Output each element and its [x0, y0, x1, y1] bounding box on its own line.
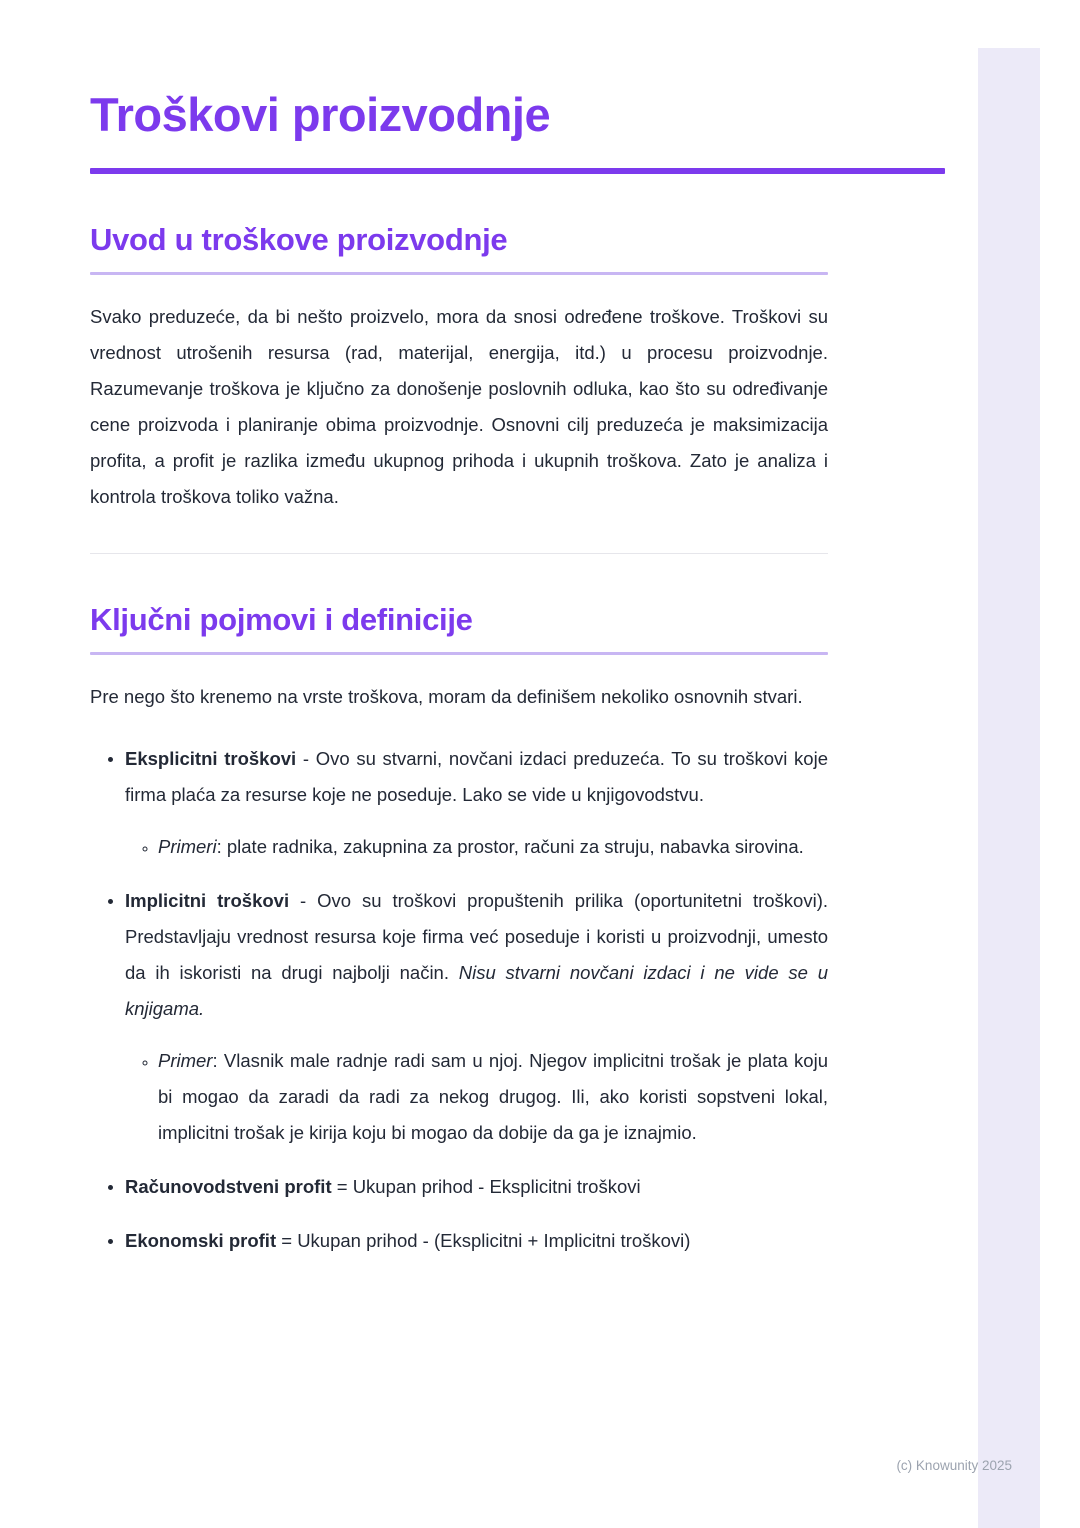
heading-underline-rule [90, 272, 828, 275]
definition-implicit-costs-italic: Nisu stvarni novčani izdaci i ne vide se u knjigama. [125, 962, 828, 1020]
example-text: : Vlasnik male radnje radi sam u njoj. Njegov implicitni trošak je plata koju bi mogao da zaradi da radi za nekog drugog. Ili, ako koristi sopstveni lokal, implicitni trošak je kirija koju bi mogao da dobije da ga je iznajmio. [158, 1050, 828, 1144]
title-underline-rule [90, 168, 945, 174]
explicit-costs-examples [125, 829, 828, 865]
list-item-explicit-costs [125, 741, 828, 865]
definition-implicit-costs: - Ovo su troškovi propuštenih prilika (oportunitetni troškovi). Predstavljaju vrednost resursa koje firma već poseduje i koristi u proizvodnji, umesto da ih iskoristi na drugi najbolji način. [125, 890, 828, 984]
section-heading-intro: Uvod u troškove proizvodnje [90, 222, 508, 258]
list-item-accounting-profit [125, 1169, 828, 1205]
formula-accounting-profit: = Ukupan prihod - Eksplicitni troškovi [331, 1176, 641, 1198]
list-item-implicit-example [158, 1043, 828, 1151]
example-label: Primer [158, 1050, 213, 1072]
copyright-footer: (c) Knowunity 2025 [896, 1458, 1012, 1473]
formula-economic-profit: = Ukupan prihod - (Eksplicitni + Implicitni troškovi) [276, 1230, 691, 1252]
term-explicit-costs: Eksplicitni troškovi [125, 748, 297, 770]
section-key-concepts [90, 602, 960, 1259]
example-label: Primeri [158, 836, 217, 858]
list-item-economic-profit [125, 1223, 828, 1259]
section-divider [90, 553, 828, 554]
term-economic-profit: Ekonomski profit [125, 1230, 277, 1252]
implicit-costs-examples [125, 1043, 828, 1151]
definition-explicit-costs: - Ovo su stvarni, novčani izdaci preduzeća. To su troškovi koje firma plaća za resurse koje ne poseduje. Lako se vide u knjigovodstvu. [125, 748, 829, 806]
key-concepts-lead-paragraph: Pre nego što krenemo na vrste troškova, moram da definišem nekoliko osnovnih stvari. [90, 686, 803, 708]
page-margin-strip [978, 48, 1040, 1528]
heading-underline-rule [90, 652, 828, 655]
key-concepts-list [90, 741, 828, 1259]
section-intro [90, 222, 960, 515]
page-title: Troškovi proizvodnje [90, 88, 551, 141]
example-text: : plate radnika, zakupnina za prostor, računi za struju, nabavka sirovina. [216, 836, 804, 858]
term-accounting-profit: Računovodstveni profit [125, 1176, 332, 1198]
intro-paragraph: Svako preduzeće, da bi nešto proizvelo, mora da snosi određene troškove. Troškovi su vrednost utrošenih resursa (rad, materijal, energija, itd.) u procesu proizvodnje. Razumevanje troškova je ključno za donošenje poslovnih odluka, kao što su određivanje cene proizvoda i planiranje obima proizvodnje. Osnovni cilj preduzeća je maksimizacija profita, a profit je razlika između ukupnog prihoda i ukupnih troškova. Zato je analiza i kontrola troškova toliko važna. [90, 306, 828, 508]
section-heading-key-concepts: Ključni pojmovi i definicije [90, 602, 473, 638]
term-implicit-costs: Implicitni troškovi [125, 890, 290, 912]
list-item-implicit-costs [125, 883, 828, 1151]
list-item-explicit-example [158, 829, 828, 865]
